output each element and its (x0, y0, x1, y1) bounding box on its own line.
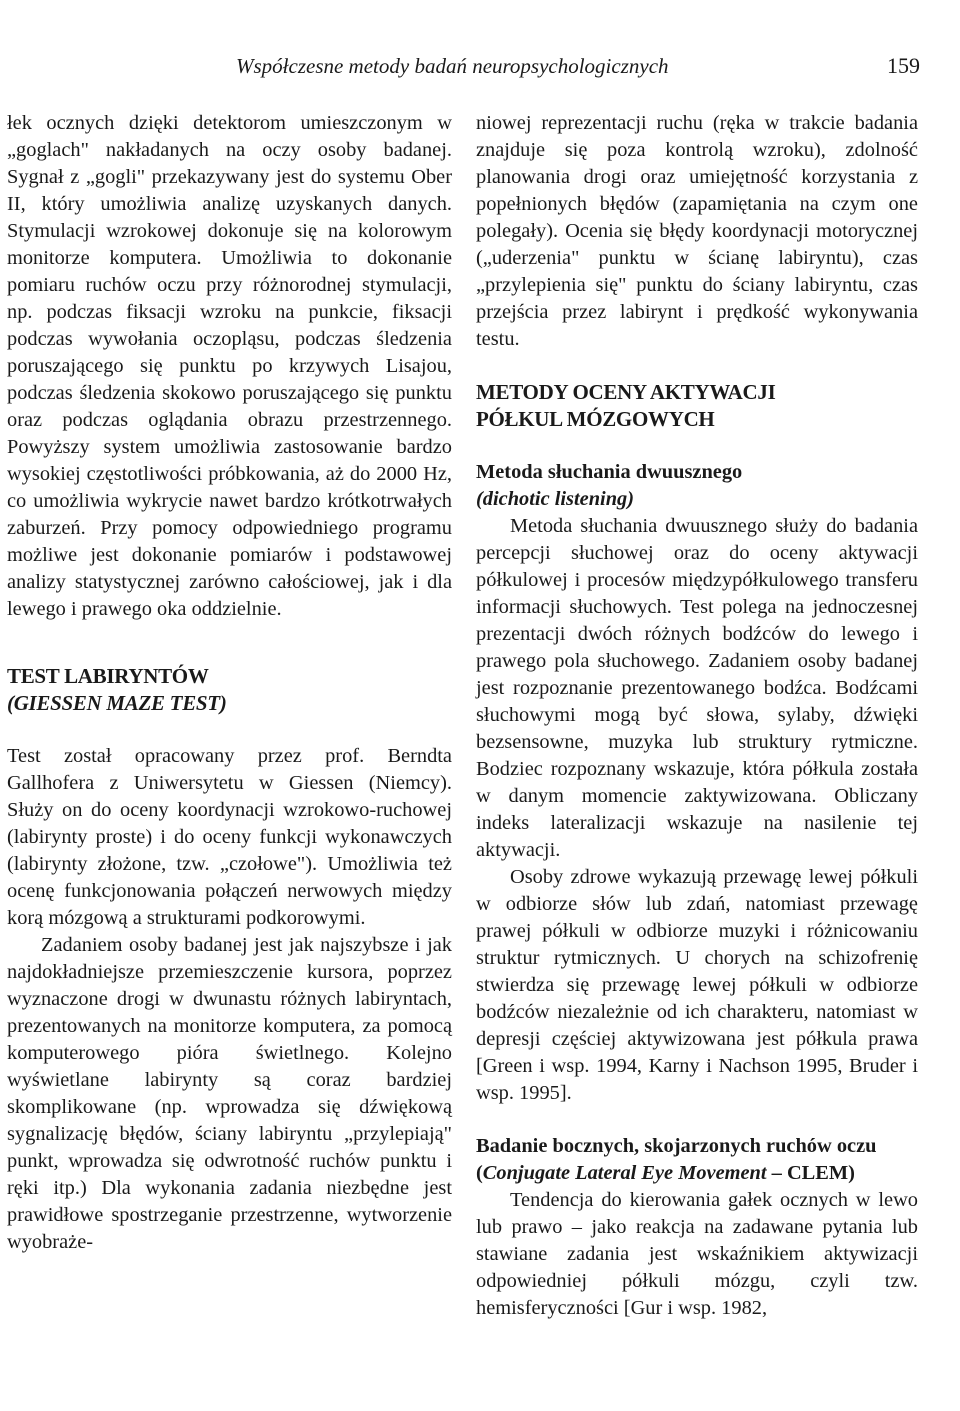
subtitle-italic: Conjugate Lateral Eye Movement (482, 1162, 767, 1184)
left-column (7, 110, 452, 1256)
running-title: Współczesne metody badań neuropsychologicznych (236, 54, 669, 78)
section-subheading: (GIESSEN MAZE TEST) (7, 691, 227, 715)
paren-close: – CLEM) (766, 1162, 855, 1184)
paragraph: Osoby zdrowe wykazują przewagę lewej półkuli w odbiorze słów lub zdań, natomiast przewagę prawej półkuli w odbiorze muzyki i różnicowaniu struktur rytmicznych. U chorych na schizofrenię stwierdza się przewagę lewej półkuli w odbiorze bodźców niezależnie od ich charakteru, natomiast w depresji częściej aktywizowana jest półkula prawa [Green i wsp. 1994, Karny i Nachson 1995, Bruder i wsp. 1995]. (476, 866, 918, 1104)
paragraph: Metoda słuchania dwuusznego służy do badania percepcji słuchowej oraz do oceny aktywacji półkulowej i procesów międzypółkulowego transferu informacji słuchowych. Test polega na jednoczesnej prezentacji dwóch różnych bodźców do lewego i prawego pola słuchowego. Zadaniem osoby badanej jest rozpoznanie prezentowanego bodźca. Bodźcami słuchowymi mogą być słowa, sylaby, dźwięki bezsensowne, muzyka lub struktury rytmiczne. Bodziec rozpoznany wskazuje, która półkula została w danym momencie zaktywizowana. Obliczany indeks lateralizacji wskazuje na nasilenie tej aktywacji. (476, 515, 918, 861)
subsection-subtitle (476, 1160, 918, 1187)
section-heading-line2: PÓŁKUL MÓZGOWYCH (476, 407, 715, 431)
page-number: 159 (887, 53, 920, 78)
subsection-title: Metoda słuchania dwuusznego (476, 461, 743, 483)
paren-open: ( (476, 1162, 483, 1184)
section-heading-line1: METODY OCENY AKTYWACJI (476, 380, 776, 404)
paragraph: Zadaniem osoby badanej jest jak najszybsze i jak najdokładniejsze przemieszczenie kursora, poprzez wyznaczone drogi w dwunastu różnych labiryntach, prezentowanych na monitorze komputera, za pomocą komputerowego pióra świetlnego. Kolejno wyświetlane labirynty są coraz bardziej skomplikowane (np. wprowadza się dźwiękową sygnalizację błędów, ściany labiryntu „przylepiają" punkt, wprowadza się odwrotność ruchów punktu i ręki itp.) Dla wykonania zadania niezbędne jest prawidłowe spostrzeganie przestrzenne, wytworzenie wyobraże- (7, 934, 452, 1253)
paragraph: Tendencja do kierowania gałek ocznych w lewo lub prawo – jako reakcja na zadawane pytania lub stawiane zadania jest wskaźnikiem aktywizacji odpowiedniej półkuli mózgu, czyli tzw. hemisferyczności [Gur i wsp. 1982, (476, 1189, 918, 1319)
paragraph: łek ocznych dzięki detektorom umieszczonym w „goglach" nakładanych na oczy osoby badanej. Sygnał z „gogli" przekazywany jest do systemu Ober II, który umożliwia analizę uzyskanych danych. Stymulacji wzrokowej dokonuje się na kolorowym monitorze komputera. Umożliwia to dokonanie pomiaru ruchów oczu przy różnorodnej stymulacji, np. podczas fiksacji wzroku na punkcie, fiksacji podczas wywołania oczopląsu, podczas śledzenia poruszającego się punktu po krzywych Lisajou, podczas śledzenia skokowo poruszającego się punktu oraz podczas oglądania obrazu przestrzennego. Powyższy system umożliwia zastosowanie bardzo wysokiej częstotliwości próbkowania, aż do 2000 Hz, co umożliwia wykrycie nawet bardzo krótkotrwałych zaburzeń. Przy pomocy odpowiedniego programu możliwe jest dokonanie pomiarów i podstawowej analizy statystycznej zarówno całościowej, jak i dla lewego i prawego oka oddzielnie. (7, 112, 452, 620)
paragraph: Test został opracowany przez prof. Berndta Gallhofera z Uniwersytetu w Giessen (Niemcy). Służy on do oceny koordynacji wzrokowo-ruchowej (labirynty proste) i do oceny funkcji wykonawczych (labirynty złożone, tzw. „czołowe"). Umożliwia też ocenę funkcjonowania połączeń nerwowych między korą mózgową a strukturami podkorowymi. (7, 745, 452, 929)
paragraph: niowej reprezentacji ruchu (ręka w trakcie badania znajduje się poza kontrolą wzroku), zdolność planowania drogi oraz umiejętność korzystania z popełnionych błędów (zapamiętania na czym one polegały). Ocenia się błędy koordynacji motorycznej („uderzenia" punktu w ścianę labiryntu), czas „przylepienia się" punktu do ściany labiryntu, czas przejścia przez labirynt i prędkość wykonywania testu. (476, 112, 918, 350)
page-header (0, 52, 960, 82)
section-heading: TEST LABIRYNTÓW (7, 664, 209, 688)
subsection-subtitle: (dichotic listening) (476, 488, 635, 510)
right-column (476, 110, 918, 1322)
subsection-title: Badanie bocznych, skojarzonych ruchów oczu (476, 1135, 877, 1157)
